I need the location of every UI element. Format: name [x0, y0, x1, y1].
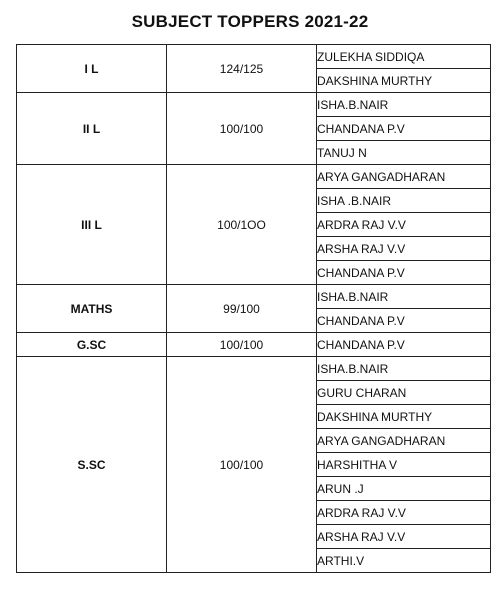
subject-cell: G.SC	[17, 333, 167, 357]
student-name-cell: ARYA GANGADHARAN	[317, 429, 491, 453]
student-name-cell: ISHA.B.NAIR	[317, 285, 491, 309]
toppers-table	[16, 44, 491, 573]
student-name-cell: ZULEKHA SIDDIQA	[317, 45, 491, 69]
student-name-cell: CHANDANA P.V	[317, 309, 491, 333]
student-name-cell: ISHA.B.NAIR	[317, 357, 491, 381]
subject-cell: I L	[17, 45, 167, 93]
table-row	[17, 285, 491, 309]
score-cell: 99/100	[167, 285, 317, 333]
student-name-cell: ARDRA RAJ V.V	[317, 213, 491, 237]
table-row	[17, 45, 491, 69]
student-name-cell: CHANDANA P.V	[317, 261, 491, 285]
score-cell: 100/1OO	[167, 165, 317, 285]
subject-cell: MATHS	[17, 285, 167, 333]
table-row	[17, 165, 491, 189]
student-name-cell: TANUJ N	[317, 141, 491, 165]
table-row	[17, 333, 491, 357]
student-name-cell: HARSHITHA V	[317, 453, 491, 477]
student-name-cell: ARSHA RAJ V.V	[317, 237, 491, 261]
subject-cell: S.SC	[17, 357, 167, 573]
subject-cell: II L	[17, 93, 167, 165]
student-name-cell: ISHA .B.NAIR	[317, 189, 491, 213]
subject-cell: III L	[17, 165, 167, 285]
student-name-cell: ARSHA RAJ V.V	[317, 525, 491, 549]
toppers-table-body	[17, 45, 491, 573]
student-name-cell: GURU CHARAN	[317, 381, 491, 405]
student-name-cell: DAKSHINA MURTHY	[317, 69, 491, 93]
student-name-cell: ARTHI.V	[317, 549, 491, 573]
score-cell: 100/100	[167, 357, 317, 573]
score-cell: 100/100	[167, 333, 317, 357]
table-row	[17, 357, 491, 381]
student-name-cell: CHANDANA P.V	[317, 117, 491, 141]
page-title: SUBJECT TOPPERS 2021-22	[131, 12, 369, 31]
student-name-cell: ARYA GANGADHARAN	[317, 165, 491, 189]
student-name-cell: ARDRA RAJ V.V	[317, 501, 491, 525]
score-cell: 124/125	[167, 45, 317, 93]
score-cell: 100/100	[167, 93, 317, 165]
student-name-cell: ARUN .J	[317, 477, 491, 501]
student-name-cell: ISHA.B.NAIR	[317, 93, 491, 117]
table-row	[17, 93, 491, 117]
student-name-cell: DAKSHINA MURTHY	[317, 405, 491, 429]
student-name-cell: CHANDANA P.V	[317, 333, 491, 357]
